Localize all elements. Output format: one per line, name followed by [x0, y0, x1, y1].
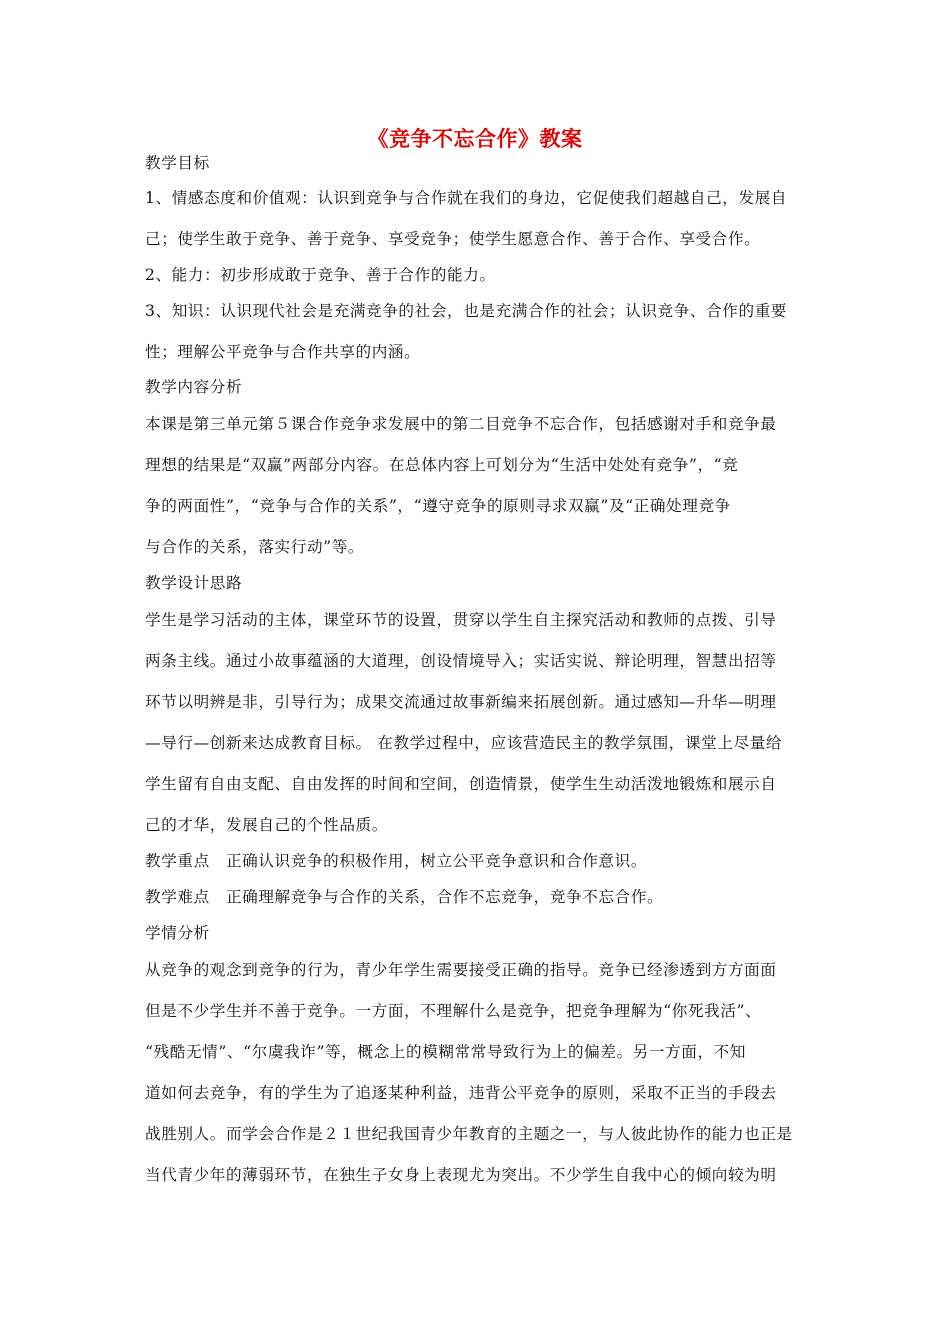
heading-teaching-goals: 教学目标: [145, 154, 210, 172]
paragraph-line: 两条主线。通过小故事蕴涵的大道理，创设情境导入；实话实说、辩论明理，智慧出招等: [145, 652, 777, 670]
paragraph-line: 2、能力：初步形成敢于竞争、善于合作的能力。: [145, 266, 496, 284]
paragraph-line: 1、情感态度和价值观：认识到竞争与合作就在我们的身边，它促使我们超越自己，发展自: [145, 189, 788, 207]
paragraph-line: 本课是第三单元第５课合作竞争求发展中的第二目竞争不忘合作，包括感谢对手和竞争最: [145, 415, 777, 433]
paragraph-line: 但是不少学生并不善于竞争。一方面，不理解什么是竞争，把竞争理解为“你死我活”、: [145, 1002, 762, 1020]
paragraph-line: 从竞争的观念到竞争的行为，青少年学生需要接受正确的指导。竞争已经渗透到方方面面: [145, 961, 777, 979]
paragraph-line: 与合作的关系，落实行动”等。: [145, 538, 365, 556]
heading-student-analysis: 学情分析: [145, 924, 210, 942]
paragraph-line: 战胜别人。而学会合作是２１世纪我国青少年教育的主题之一，与人彼此协作的能力也正是: [145, 1125, 793, 1143]
heading-design-ideas: 教学设计思路: [145, 574, 243, 592]
heading-content-analysis: 教学内容分析: [145, 378, 243, 396]
teaching-key-point: 教学重点 正确认识竞争的积极作用，树立公平竞争意识和合作意识。: [145, 852, 648, 870]
paragraph-line: 3、知识：认识现代社会是充满竞争的社会，也是充满合作的社会；认识竞争、合作的重要: [145, 302, 788, 320]
paragraph-line: 环节以明辨是非，引导行为；成果交流通过故事新编来拓展创新。通过感知—升华—明理: [145, 693, 777, 711]
paragraph-line: 理想的结果是“双赢”两部分内容。在总体内容上可划分为“生活中处处有竞争”，“竞: [145, 456, 739, 474]
teaching-difficulty: 教学难点 正确理解竞争与合作的关系，合作不忘竞争，竞争不忘合作。: [145, 888, 664, 906]
paragraph-line: “残酷无情”、“尔虞我诈”等，概念上的模糊常常导致行为上的偏差。另一方面，不知: [145, 1043, 747, 1061]
paragraph-line: —导行—创新来达成教育目标。 在教学过程中，应该营造民主的教学氛围，课堂上尽量给: [145, 734, 783, 752]
paragraph-line: 当代青少年的薄弱环节，在独生子女身上表现尤为突出。不少学生自我中心的倾向较为明: [145, 1166, 777, 1184]
paragraph-line: 争的两面性”，“竞争与合作的关系”，“遵守竞争的原则寻求双赢”及“正确处理竞争: [145, 497, 731, 515]
paragraph-line: 学生是学习活动的主体，课堂环节的设置，贯穿以学生自主探究活动和教师的点拨、引导: [145, 611, 777, 629]
document-title: 《竞争不忘合作》教案: [367, 127, 583, 151]
paragraph-line: 道如何去竞争，有的学生为了追逐某种利益，违背公平竞争的原则，采取不正当的手段去: [145, 1084, 777, 1102]
paragraph-line: 学生留有自由支配、自由发挥的时间和空间，创造情景，使学生生动活泼地锻炼和展示自: [145, 775, 777, 793]
paragraph-line: 性；理解公平竞争与合作共享的内涵。: [145, 343, 421, 361]
paragraph-line: 己的才华，发展自己的个性品质。: [145, 816, 388, 834]
paragraph-line: 己；使学生敢于竞争、善于竞争、享受竞争；使学生愿意合作、善于合作、享受合作。: [145, 230, 761, 248]
